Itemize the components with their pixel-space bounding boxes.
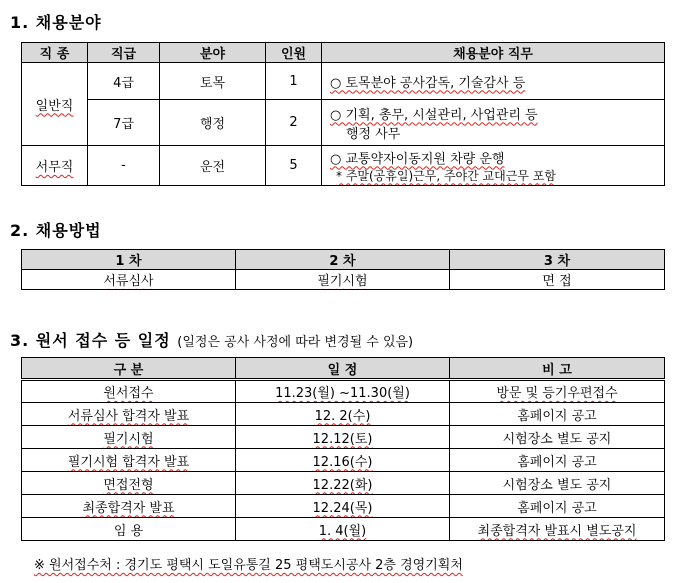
field-cell: 운전 bbox=[160, 146, 266, 186]
header-count: 인원 bbox=[266, 43, 322, 63]
table-row bbox=[22, 449, 665, 472]
header-category: 구 분 bbox=[22, 358, 236, 380]
header-remarks: 비 고 bbox=[450, 358, 665, 380]
field-cell: 토목 bbox=[160, 63, 266, 100]
grade-cell: 4급 bbox=[88, 63, 160, 100]
section3-title: 3. 원서 접수 등 일정 (일정은 공사 사정에 따라 변경될 수 있음) bbox=[10, 331, 414, 350]
schedule-cell: 12.16(수) bbox=[236, 449, 450, 472]
duty-cell: ○ 토목분야 공사감독, 기술감사 등 bbox=[322, 63, 665, 100]
grade-cell: - bbox=[88, 146, 160, 186]
recruitment-fields-table bbox=[21, 42, 665, 186]
category-cell: 필기시험 bbox=[22, 426, 236, 449]
remarks-cell: 홈페이지 공고 bbox=[450, 403, 665, 426]
schedule-cell: 12.24(목) bbox=[236, 495, 450, 518]
grade-cell: 7급 bbox=[88, 100, 160, 146]
header-duty: 채용분야 직무 bbox=[322, 43, 665, 63]
recruitment-method-table bbox=[21, 249, 665, 290]
table-row bbox=[22, 63, 665, 100]
remarks-cell: 최종합격자 발표시 별도공지 bbox=[450, 518, 665, 541]
remarks-cell: 시험장소 별도 공지 bbox=[450, 472, 665, 495]
stage-2-header: 2 차 bbox=[236, 250, 450, 270]
table-row bbox=[22, 426, 665, 449]
field-cell: 행정 bbox=[160, 100, 266, 146]
remarks-cell: 방문 및 등기우편접수 bbox=[450, 380, 665, 403]
table-row bbox=[22, 472, 665, 495]
category-cell: 서류심사 합격자 발표 bbox=[22, 403, 236, 426]
table-row bbox=[22, 380, 665, 403]
table-row bbox=[22, 270, 665, 290]
category-cell: 최종합격자 발표 bbox=[22, 495, 236, 518]
header-schedule: 일 정 bbox=[236, 358, 450, 380]
header-type: 직 종 bbox=[22, 43, 88, 63]
schedule-cell: 1. 4(월) bbox=[236, 518, 450, 541]
stage-1-header: 1 차 bbox=[22, 250, 236, 270]
duty-cell: ○ 기획, 총무, 시설관리, 사업관리 등 행정 사무 bbox=[322, 100, 665, 146]
schedule-cell: 12.22(화) bbox=[236, 472, 450, 495]
remarks-cell: 시험장소 별도 공지 bbox=[450, 426, 665, 449]
count-cell: 2 bbox=[266, 100, 322, 146]
count-cell: 1 bbox=[266, 63, 322, 100]
schedule-cell: 12.12(토) bbox=[236, 426, 450, 449]
remarks-cell: 홈페이지 공고 bbox=[450, 495, 665, 518]
stage-2-value: 필기시험 bbox=[236, 270, 450, 290]
stage-3-header: 3 차 bbox=[450, 250, 665, 270]
table-row bbox=[22, 495, 665, 518]
job-type-cell: 서무직 bbox=[22, 146, 88, 186]
application-address: ※ 원서접수처 : 경기도 평택시 도일유통길 25 평택도시공사 2층 경영기획처 bbox=[34, 558, 463, 573]
header-field: 분야 bbox=[160, 43, 266, 63]
stage-3-value: 면 접 bbox=[450, 270, 665, 290]
table-row bbox=[22, 146, 665, 186]
header-grade: 직급 bbox=[88, 43, 160, 63]
category-cell: 임 용 bbox=[22, 518, 236, 541]
table-row bbox=[22, 518, 665, 541]
table-row bbox=[22, 100, 665, 146]
section1-title: 1. 채용분야 bbox=[10, 13, 102, 32]
schedule-cell: 11.23(월) ~11.30(월) bbox=[236, 380, 450, 403]
section2-title: 2. 채용방법 bbox=[10, 221, 102, 240]
remarks-cell: 홈페이지 공고 bbox=[450, 449, 665, 472]
category-cell: 필기시험 합격자 발표 bbox=[22, 449, 236, 472]
job-type-cell: 일반직 bbox=[22, 63, 88, 146]
category-cell: 면접전형 bbox=[22, 472, 236, 495]
count-cell: 5 bbox=[266, 146, 322, 186]
schedule-note: (일정은 공사 사정에 따라 변경될 수 있음) bbox=[177, 335, 414, 350]
stage-1-value: 서류심사 bbox=[22, 270, 236, 290]
category-cell: 원서접수 bbox=[22, 380, 236, 403]
table-row bbox=[22, 403, 665, 426]
duty-cell: ○ 교통약자이동지원 차량 운행 * 주말(공휴일)근무, 주야간 교대근무 포함 bbox=[322, 146, 665, 186]
schedule-cell: 12. 2(수) bbox=[236, 403, 450, 426]
schedule-table bbox=[21, 357, 665, 541]
